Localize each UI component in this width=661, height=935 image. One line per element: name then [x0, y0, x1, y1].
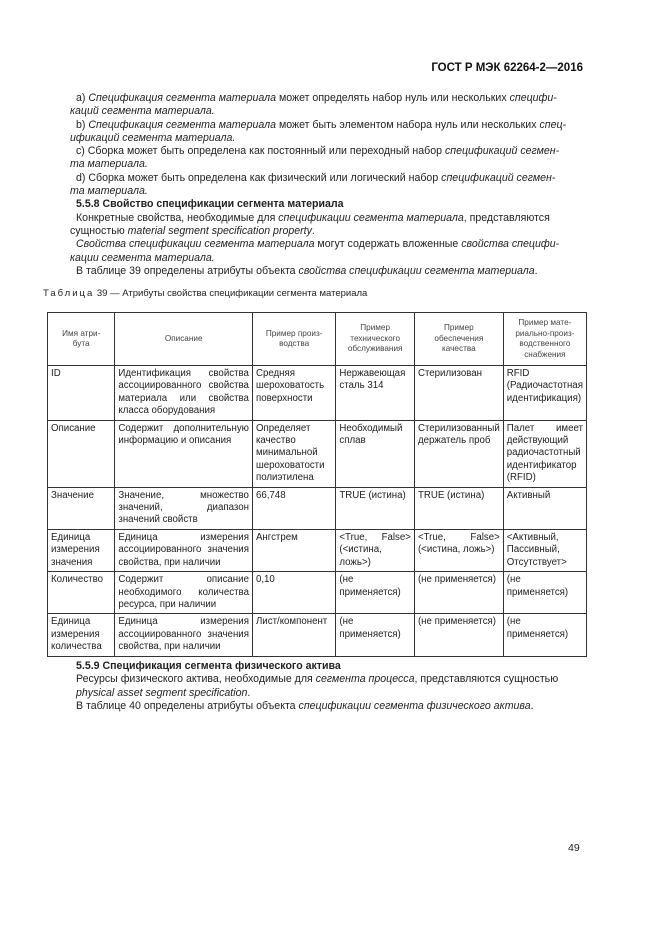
body-text [70, 92, 583, 278]
table-row [48, 614, 587, 656]
table-row [48, 572, 587, 614]
section-558-p3: В таблице 39 определены атрибуты объекта свойства спецификации сегмента материала. [76, 264, 538, 277]
table-cell: RFID (Радиочастотная идентификация) [503, 366, 586, 421]
table-cell: Значение, множество значений, диапазон значений свойств [115, 487, 253, 529]
table-cell: <True, False> (<истина, ложь>) [414, 529, 503, 571]
table-cell: 0,10 [252, 572, 335, 614]
table-cell: Активный [503, 487, 586, 529]
table-cell: Единица измерения ассоциированного значения свойства, при наличии [115, 614, 253, 656]
section-559 [76, 660, 583, 713]
table-cell: Единица измерения количества [48, 614, 115, 656]
table-cell: (не применяется) [336, 572, 415, 614]
table-cell: <Активный, Пассивный, Отсутствует> [503, 529, 586, 571]
attributes-table [47, 312, 587, 657]
table-cell: (не применяется) [503, 614, 586, 656]
table-cell: (не применяется) [414, 572, 503, 614]
table-cell: Лист/компонент [252, 614, 335, 656]
table-cell: (не применяется) [503, 572, 586, 614]
table-cell: Нержавеющая сталь 314 [336, 366, 415, 421]
section-558-p2: Свойства спецификации сегмента материала могут содержать вложенные свойства специфи- [76, 238, 560, 251]
table-cell: <True, False> (<истина, ложь>) [336, 529, 415, 571]
table-cell: Количество [48, 572, 115, 614]
section-558-heading: 5.5.8 Свойство спецификации сегмента материала [76, 198, 344, 211]
table-cell: Стерилизован [414, 366, 503, 421]
table-cell: Значение [48, 487, 115, 529]
table-cell: Идентификация свойства ассоциированного свойства материала или свойства класса оборудования [115, 366, 253, 421]
table-cell: Стерилизованный держатель проб [414, 420, 503, 487]
section-558-p1-cont: сущностью material segment specification property. [70, 224, 315, 237]
paragraph-d-cont: та материала. [70, 185, 148, 198]
table-cell: Описание [48, 420, 115, 487]
paragraph-b-cont: ификаций сегмента материала. [70, 131, 236, 144]
table-cell: TRUE (истина) [336, 487, 415, 529]
paragraph-c-cont: та материала. [70, 158, 148, 171]
table-cell: Единица измерения ассоциированного значения свойства, при наличии [115, 529, 253, 571]
table-row [48, 366, 587, 421]
section-559-heading: 5.5.9 Спецификация сегмента физического актива [76, 660, 341, 672]
column-header: Пример мате- риально-произ- водственного снабжения [503, 313, 586, 366]
document-header: ГОСТ Р МЭК 62264-2—2016 [431, 62, 583, 74]
paragraph-c: с) Сборка может быть определена как постоянный или переходный набор спецификаций сегмен- [76, 145, 560, 158]
paragraph-b: b) Спецификация сегмента материала может быть элементом набора нуль или нескольких спец- [76, 118, 567, 131]
table-cell: 66,748 [252, 487, 335, 529]
table-cell: Ангстрем [252, 529, 335, 571]
table-cell: TRUE (истина) [414, 487, 503, 529]
column-header: Пример произ- водства [252, 313, 335, 366]
table-cell: Содержит описание необходимого количества ресурса, при наличии [115, 572, 253, 614]
column-header: Пример технического обслуживания [336, 313, 415, 366]
section-559-p2: В таблице 40 определены атрибуты объекта спецификации сегмента физического актива. [76, 699, 534, 712]
table-row [48, 420, 587, 487]
table-cell: (не применяется) [336, 614, 415, 656]
paragraph-d: d) Сборка может быть определена как физический или логический набор спецификаций сегмен- [76, 171, 556, 184]
table-row [48, 487, 587, 529]
table-cell: Средняя шероховатость поверхности [252, 366, 335, 421]
section-558-p1: Конкретные свойства, необходимые для спецификации сегмента материала, представляются [76, 211, 550, 224]
column-header: Описание [115, 313, 253, 366]
page-number: 49 [568, 842, 580, 854]
column-header: Имя атри- бута [48, 313, 115, 366]
table-cell: Палет имеет действующий радиочастотный идентификатор (RFID) [503, 420, 586, 487]
section-558-p2-cont: кации сегмента материала. [70, 251, 215, 264]
table-cell: Определяет качество минимальной шероховатости полиэтилена [252, 420, 335, 487]
column-header: Пример обеспечения качества [414, 313, 503, 366]
table-row [48, 529, 587, 571]
section-559-p1: Ресурсы физического актива, необходимые для сегмента процесса, представляются сущностью [76, 673, 559, 686]
table-cell: Содержит дополнительную информацию и описания [115, 420, 253, 487]
section-559-p1-cont: physical asset segment specification. [76, 686, 251, 699]
table-cell: Необходимый сплав [336, 420, 415, 487]
table-header-row [48, 313, 587, 366]
table-cell: Единица измерения значения [48, 529, 115, 571]
table-cell: ID [48, 366, 115, 421]
table-caption: Таблица 39 — Атрибуты свойства спецификации сегмента материала [43, 288, 368, 299]
paragraph-a: а) Спецификация сегмента материала может определять набор нуль или нескольких специфи- [76, 92, 557, 104]
paragraph-a-cont: каций сегмента материала. [70, 105, 215, 118]
table-cell: (не применяется) [414, 614, 503, 656]
